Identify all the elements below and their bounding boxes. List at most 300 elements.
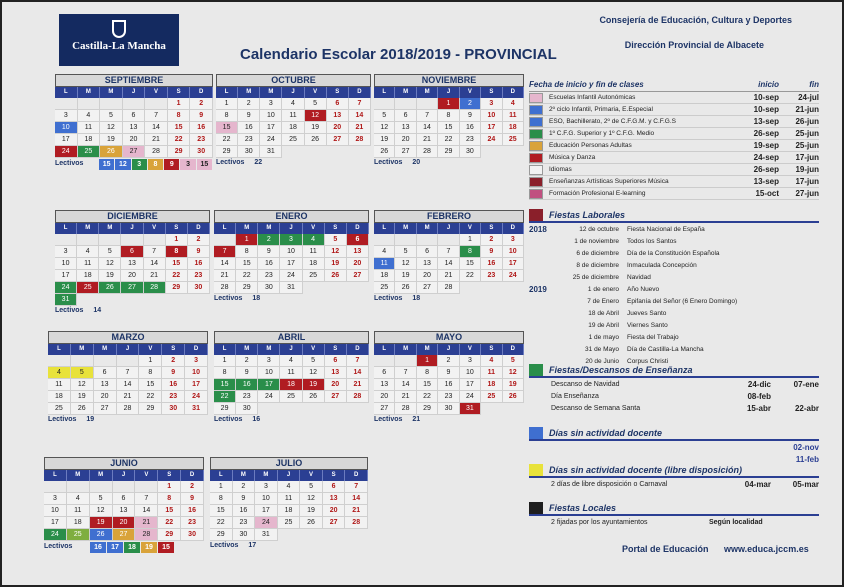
legend-inicio: 19-sep	[753, 141, 779, 150]
day-cell: 26	[325, 270, 347, 282]
descansos-heading: Fiestas/Descansos de Enseñanza	[549, 365, 693, 375]
day-cell: 6	[94, 367, 117, 379]
day-cell: 11	[503, 110, 524, 122]
day-cell: 7	[349, 98, 371, 110]
day-cell: 2	[481, 234, 502, 246]
day-cell: 6	[113, 493, 136, 505]
legend-row	[529, 104, 819, 116]
month-grid	[55, 87, 213, 158]
day-cell: 13	[323, 493, 346, 505]
day-cell: 12	[503, 367, 524, 379]
day-cell: 20	[94, 391, 117, 403]
logo-text: Castilla-La Mancha	[72, 40, 166, 52]
day-cell: 11	[78, 122, 101, 134]
descanso-row	[529, 378, 819, 390]
weekday-header: J	[282, 87, 304, 98]
day-cell: 30	[233, 529, 256, 541]
month-name: DICIEMBRE	[55, 210, 210, 223]
day-cell: 24	[280, 270, 302, 282]
day-cell: 17	[503, 258, 524, 270]
empty-cell	[113, 481, 136, 493]
day-cell: 10	[258, 367, 280, 379]
day-cell: 23	[188, 270, 210, 282]
weekday-header: M	[77, 223, 99, 234]
weekday-header: M	[67, 470, 90, 481]
locales-label: 2 fijadas por los ayuntamientos	[551, 518, 648, 526]
descanso-label: Descanso de Navidad	[551, 380, 620, 388]
lectivos-row	[55, 159, 213, 170]
day-cell: 16	[190, 122, 213, 134]
day-cell: 9	[181, 493, 204, 505]
day-cell: 17	[460, 379, 481, 391]
month-enero	[214, 210, 369, 302]
day-cell: 14	[135, 505, 158, 517]
empty-cell	[395, 234, 416, 246]
lectivos-count: 3	[180, 159, 195, 170]
day-cell: 25	[282, 134, 304, 146]
day-cell: 9	[460, 110, 481, 122]
day-cell: 20	[395, 134, 416, 146]
day-cell: 7	[438, 246, 459, 258]
sin-actividad-heading: Días sin actividad docente	[549, 428, 663, 438]
legend-row	[529, 92, 819, 104]
weekday-header: V	[144, 223, 166, 234]
fiesta-name: Inmaculada Concepción	[627, 261, 697, 269]
legend-label: Formación Profesional E-learning	[549, 190, 646, 197]
lectivos-value: 22	[254, 159, 263, 166]
day-cell: 13	[123, 122, 146, 134]
lectivos-value: 17	[248, 542, 257, 549]
month-grid	[374, 87, 524, 158]
day-cell: 28	[117, 403, 140, 415]
day-cell: 10	[55, 258, 77, 270]
day-cell: 22	[166, 270, 188, 282]
empty-cell	[55, 98, 78, 110]
legend-fin: 25-jun	[795, 141, 819, 150]
lectivos-line: Lectivos 14	[55, 307, 102, 314]
day-cell: 26	[395, 282, 416, 294]
day-cell: 19	[305, 122, 327, 134]
legend-row	[529, 188, 819, 200]
day-cell: 30	[190, 146, 213, 158]
day-cell: 15	[438, 122, 459, 134]
day-cell: 8	[139, 367, 162, 379]
fiesta-date: 18 de Abril	[588, 309, 619, 317]
day-cell: 23	[258, 270, 280, 282]
empty-cell	[438, 234, 459, 246]
day-cell: 6	[374, 367, 395, 379]
day-cell: 18	[67, 517, 90, 529]
day-cell: 28	[144, 282, 166, 294]
day-cell: 10	[185, 367, 208, 379]
day-cell: 10	[503, 246, 524, 258]
day-cell: 13	[121, 258, 143, 270]
fiestas-heading: Fiestas Laborales	[549, 210, 626, 220]
lectivos-value: 19	[86, 416, 95, 423]
day-cell: 7	[417, 110, 438, 122]
day-cell: 16	[460, 122, 481, 134]
day-cell: 5	[374, 110, 395, 122]
fiestas-swatch	[529, 209, 543, 221]
day-cell: 14	[145, 122, 168, 134]
day-cell: 22	[236, 270, 258, 282]
day-cell: 4	[67, 493, 90, 505]
footer-url-link[interactable]: www.educa.jccm.es	[724, 544, 809, 554]
day-cell: 18	[282, 122, 304, 134]
day-cell: 3	[460, 355, 481, 367]
day-cell: 20	[327, 122, 349, 134]
fiesta-row	[529, 259, 819, 271]
weekday-header: M	[417, 344, 438, 355]
day-cell: 25	[77, 282, 99, 294]
weekday-header: V	[145, 87, 168, 98]
legend-label: Educación Personas Adultas	[549, 142, 632, 149]
day-cell: 13	[347, 246, 369, 258]
weekday-header: V	[139, 344, 162, 355]
day-cell: 25	[503, 134, 524, 146]
day-cell: 3	[258, 355, 280, 367]
day-cell: 31	[55, 294, 77, 306]
day-cell: 19	[325, 258, 347, 270]
day-cell: 3	[260, 98, 282, 110]
weekday-header: D	[349, 87, 371, 98]
legend-label: Música y Danza	[549, 154, 596, 161]
day-cell: 12	[100, 122, 123, 134]
day-cell: 1	[166, 234, 188, 246]
day-cell: 24	[260, 134, 282, 146]
day-cell: 27	[374, 403, 395, 415]
day-cell: 21	[214, 270, 236, 282]
day-cell: 5	[303, 355, 325, 367]
day-cell: 5	[100, 110, 123, 122]
day-cell: 15	[139, 379, 162, 391]
weekday-header: D	[503, 87, 524, 98]
weekday-header: M	[94, 344, 117, 355]
empty-cell	[48, 355, 71, 367]
weekday-header: J	[278, 470, 301, 481]
day-cell: 15	[158, 505, 181, 517]
legend-row	[529, 128, 819, 140]
day-cell: 7	[135, 493, 158, 505]
weekday-header: S	[323, 470, 346, 481]
fiesta-name: Navidad	[627, 273, 651, 281]
weekday-header: D	[347, 223, 369, 234]
empty-cell	[67, 481, 90, 493]
fiesta-date: 1 de noviembre	[574, 237, 619, 245]
empty-cell	[374, 98, 395, 110]
fiesta-date: 8 de diciembre	[576, 261, 619, 269]
descanso-start: 08-feb	[747, 391, 771, 401]
month-name: MARZO	[48, 331, 208, 344]
day-cell: 26	[71, 403, 94, 415]
day-cell: 4	[303, 234, 325, 246]
day-cell: 23	[460, 134, 481, 146]
day-cell: 3	[481, 98, 502, 110]
day-cell: 6	[327, 98, 349, 110]
lectivos-count: 9	[164, 159, 179, 170]
legend-fin: 25-jun	[795, 129, 819, 138]
day-cell: 22	[438, 134, 459, 146]
day-cell: 10	[260, 110, 282, 122]
lectivos-count: 15	[99, 159, 114, 170]
month-diciembre	[55, 210, 210, 314]
day-cell: 5	[395, 246, 416, 258]
day-cell: 22	[158, 517, 181, 529]
legend-inicio: 13-sep	[753, 117, 779, 126]
legend-swatch	[529, 117, 543, 127]
descanso-row	[529, 390, 819, 402]
day-cell: 21	[117, 391, 140, 403]
empty-cell	[417, 98, 438, 110]
empty-cell	[44, 481, 67, 493]
day-cell: 24	[503, 270, 524, 282]
month-name: NOVIEMBRE	[374, 74, 524, 87]
day-cell: 14	[395, 379, 416, 391]
day-cell: 4	[278, 481, 301, 493]
day-cell: 6	[325, 355, 347, 367]
fiesta-row	[529, 319, 819, 331]
day-cell: 16	[258, 258, 280, 270]
descanso-start: 24-dic	[747, 379, 771, 389]
libre-swatch	[529, 464, 543, 476]
day-cell: 23	[233, 517, 256, 529]
weekday-header: V	[135, 470, 158, 481]
fiesta-date: 31 de Mayo	[585, 345, 619, 353]
castilla-la-mancha-logo	[59, 14, 179, 66]
day-cell: 9	[258, 246, 280, 258]
fiesta-date: 12 de octubre	[579, 225, 619, 233]
lectivos-label: Lectivos	[55, 160, 84, 167]
day-cell: 29	[236, 282, 258, 294]
legend-swatch	[529, 141, 543, 151]
day-cell: 23	[190, 134, 213, 146]
weekday-header: J	[438, 223, 459, 234]
weekday-header: S	[158, 470, 181, 481]
day-cell: 15	[460, 258, 481, 270]
month-grid	[55, 223, 210, 306]
day-cell: 22	[417, 391, 438, 403]
day-cell: 4	[48, 367, 71, 379]
fiesta-name: Día de la Constitución Española	[627, 249, 720, 257]
day-cell: 28	[347, 391, 369, 403]
day-cell: 4	[374, 246, 395, 258]
day-cell: 26	[374, 146, 395, 158]
weekday-header: L	[374, 344, 395, 355]
day-cell: 24	[481, 134, 502, 146]
locales-heading: Fiestas Locales	[549, 503, 617, 513]
fiesta-name: Año Nuevo	[627, 285, 660, 293]
fiesta-date: 1 de enero	[587, 285, 619, 293]
weekday-header: L	[48, 344, 71, 355]
day-cell: 1	[460, 234, 481, 246]
day-cell: 5	[90, 493, 113, 505]
day-cell: 13	[113, 505, 136, 517]
day-cell: 20	[121, 270, 143, 282]
weekday-header: D	[503, 344, 524, 355]
day-cell: 25	[48, 403, 71, 415]
legend-inicio: 13-sep	[753, 177, 779, 186]
fiesta-name: Todos los Santos	[627, 237, 677, 245]
day-cell: 12	[374, 122, 395, 134]
day-cell: 30	[460, 146, 481, 158]
legend-inicio: 26-sep	[753, 165, 779, 174]
lectivos-value: 16	[252, 416, 261, 423]
weekday-header: V	[305, 87, 327, 98]
lectivos-count: 3	[132, 159, 147, 170]
day-cell: 6	[395, 110, 416, 122]
day-cell: 31	[260, 146, 282, 158]
fiesta-name: Fiesta del Trabajo	[627, 333, 679, 341]
libre-v2: 05-mar	[792, 479, 819, 489]
legend-row	[529, 116, 819, 128]
weekday-header: S	[325, 223, 347, 234]
day-cell: 22	[216, 134, 238, 146]
weekday-header: M	[236, 344, 258, 355]
month-mayo	[374, 331, 524, 423]
day-cell: 27	[113, 529, 136, 541]
day-cell: 5	[305, 98, 327, 110]
sin-actividad-date-1: 02-nov	[793, 442, 819, 452]
month-name: SEPTIEMBRE	[55, 74, 213, 87]
weekday-header: M	[255, 470, 278, 481]
lectivos-count: 8	[148, 159, 163, 170]
day-cell: 30	[258, 282, 280, 294]
legend-label: Idiomas	[549, 166, 572, 173]
fiesta-date: 19 de Abril	[588, 321, 619, 329]
day-cell: 27	[94, 403, 117, 415]
weekday-header: D	[188, 223, 210, 234]
day-cell: 12	[303, 367, 325, 379]
fiesta-date: 25 de diciembre	[572, 273, 619, 281]
day-cell: 28	[145, 146, 168, 158]
lectivos-count: 15	[158, 542, 174, 553]
legend-inicio: 10-sep	[753, 93, 779, 102]
day-cell: 14	[214, 258, 236, 270]
day-cell: 16	[188, 258, 210, 270]
month-name: MAYO	[374, 331, 524, 344]
month-name: FEBRERO	[374, 210, 524, 223]
day-cell: 12	[99, 258, 121, 270]
day-cell: 23	[162, 391, 185, 403]
weekday-header: S	[325, 344, 347, 355]
day-cell: 20	[347, 258, 369, 270]
legend-col-fin: fin	[809, 80, 819, 89]
day-cell: 1	[168, 98, 191, 110]
weekday-header: M	[417, 87, 438, 98]
weekday-header: L	[374, 223, 395, 234]
locales-swatch	[529, 502, 543, 514]
descanso-start: 15-abr	[746, 403, 771, 413]
empty-cell	[99, 234, 121, 246]
day-cell: 21	[417, 134, 438, 146]
day-cell: 5	[325, 234, 347, 246]
empty-cell	[71, 355, 94, 367]
day-cell: 7	[145, 110, 168, 122]
lectivos-count: 19	[141, 542, 157, 553]
day-cell: 21	[347, 379, 369, 391]
day-cell: 25	[280, 391, 302, 403]
day-cell: 4	[78, 110, 101, 122]
day-cell: 24	[258, 391, 280, 403]
legend-inicio: 15-oct	[755, 189, 779, 198]
legend-fin: 27-jun	[795, 189, 819, 198]
day-cell: 6	[123, 110, 146, 122]
lectivos-count: 15	[197, 159, 212, 170]
weekday-header: M	[238, 87, 260, 98]
weekday-header: L	[210, 470, 233, 481]
day-cell: 29	[417, 403, 438, 415]
legend-label: ESO, Bachillerato, 2º de C.F.G.M. y C.F.G.S	[549, 118, 676, 125]
day-cell: 12	[90, 505, 113, 517]
lectivos-line: Lectivos 17	[210, 542, 257, 549]
day-cell: 27	[417, 282, 438, 294]
sin-actividad-section	[529, 427, 819, 465]
day-cell: 24	[255, 517, 278, 529]
month-grid	[210, 470, 368, 541]
weekday-header: S	[327, 87, 349, 98]
page-title: Calendario Escolar 2018/2019 - PROVINCIAL	[240, 46, 557, 63]
day-cell: 13	[374, 379, 395, 391]
legend-swatch	[529, 165, 543, 175]
day-cell: 31	[280, 282, 302, 294]
day-cell: 14	[417, 122, 438, 134]
weekday-header: L	[55, 223, 77, 234]
month-noviembre	[374, 74, 524, 166]
day-cell: 1	[158, 481, 181, 493]
weekday-header: M	[260, 87, 282, 98]
fiesta-name: Epifanía del Señor (6 Enero Domingo)	[627, 297, 738, 305]
month-name: ENERO	[214, 210, 369, 223]
day-cell: 2	[188, 234, 210, 246]
sin-actividad-date-2: 11-feb	[795, 454, 819, 464]
fiesta-year: 2019	[529, 284, 547, 294]
fiestas-laborales	[529, 209, 819, 367]
day-cell: 15	[417, 379, 438, 391]
weekday-header: L	[374, 87, 395, 98]
day-cell: 19	[503, 379, 524, 391]
fiesta-row	[529, 247, 819, 259]
day-cell: 21	[135, 517, 158, 529]
fiesta-date: 7 de Enero	[587, 297, 619, 305]
day-cell: 1	[216, 98, 238, 110]
empty-cell	[135, 481, 158, 493]
weekday-header: M	[71, 344, 94, 355]
fiestas-locales-section	[529, 502, 819, 528]
descansos-section	[529, 364, 819, 414]
day-cell: 18	[303, 258, 325, 270]
lectivos-value: 21	[412, 416, 421, 423]
day-cell: 4	[481, 355, 502, 367]
lectivos-value: 14	[93, 307, 102, 314]
day-cell: 30	[236, 403, 258, 415]
descansos-swatch	[529, 364, 543, 376]
day-cell: 21	[395, 391, 416, 403]
day-cell: 7	[347, 355, 369, 367]
day-cell: 2	[236, 355, 258, 367]
day-cell: 11	[282, 110, 304, 122]
empty-cell	[395, 355, 416, 367]
weekday-header: V	[460, 87, 481, 98]
day-cell: 16	[181, 505, 204, 517]
day-cell: 30	[438, 403, 459, 415]
day-cell: 19	[100, 134, 123, 146]
weekday-header: D	[181, 470, 204, 481]
month-junio	[44, 457, 204, 553]
day-cell: 6	[347, 234, 369, 246]
day-cell: 7	[214, 246, 236, 258]
empty-cell	[94, 355, 117, 367]
day-cell: 19	[303, 379, 325, 391]
